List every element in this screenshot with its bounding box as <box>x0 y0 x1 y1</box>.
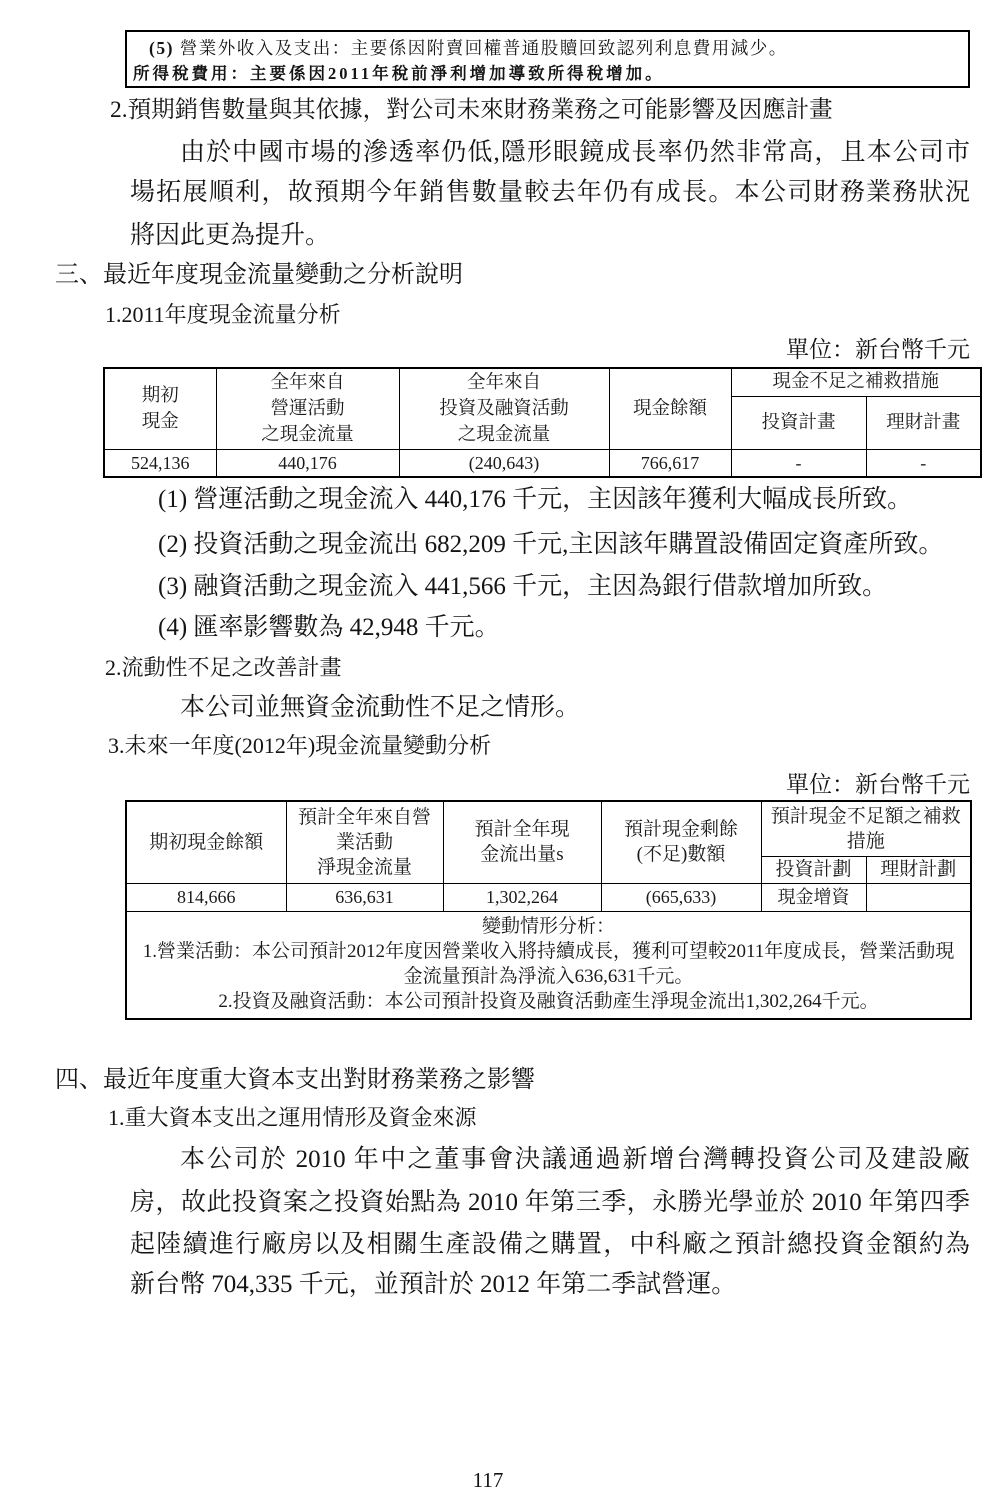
header-remedy-measures: 現金不足之補救措施 <box>731 368 981 396</box>
cell-projected-surplus: (665,633) <box>601 883 761 911</box>
unit-label: 單位：新台幣千元 <box>786 772 970 797</box>
sales-paragraph-line: 將因此更為提升。 <box>130 222 331 249</box>
header-investment-plan: 投資計劃 <box>761 856 866 883</box>
cash-flow-note: (1) 營運活動之現金流入 440,176 千元，主因該年獲利大幅成長所致。 <box>158 486 913 513</box>
change-analysis-line: 1.營業活動：本公司預計2012年度因營業收入將持續成長，獲利可望較2011年度成長，營業活動現 <box>142 940 955 962</box>
cash-flow-2012-forecast-table <box>125 800 972 1020</box>
note-number: (5) <box>149 38 174 58</box>
income-notes-box <box>125 30 970 88</box>
cash-flow-note: (4) 匯率影響數為 42,948 千元。 <box>158 614 500 641</box>
liquidity-text: 本公司並無資金流動性不足之情形。 <box>180 694 581 721</box>
non-operating-note <box>149 35 788 61</box>
cell-cash-balance: 766,617 <box>609 449 731 477</box>
cell-projected-operating-flow: 636,631 <box>286 883 443 911</box>
cash-flow-2011-table <box>103 367 982 478</box>
cell-operating-cash-flow: 440,176 <box>216 449 399 477</box>
liquidity-heading: 2.流動性不足之改善計畫 <box>105 655 342 680</box>
header-investing-financing-cash-flow: 全年來自 投資及融資活動 之現金流量 <box>399 368 609 449</box>
header-financial-plan: 理財計畫 <box>866 396 981 449</box>
unit-label: 單位：新台幣千元 <box>786 337 970 362</box>
sales-forecast-heading: 2.預期銷售數量與其依據，對公司未來財務業務之可能影響及因應計畫 <box>110 97 833 123</box>
capex-paragraph-line: 起陸續進行廠房以及相關生產設備之購置，中科廠之預計總投資金額約為 <box>130 1231 970 1258</box>
page-number: 117 <box>472 1468 504 1492</box>
cell-financial-plan: - <box>866 449 981 477</box>
cell-opening-cash: 524,136 <box>104 449 216 477</box>
capex-sub-heading: 1.重大資本支出之運用情形及資金來源 <box>108 1105 477 1130</box>
cell-projected-outflow: 1,302,264 <box>443 883 601 911</box>
capex-paragraph-line: 本公司於 2010 年中之董事會決議通過新增台灣轉投資公司及建設廠 <box>180 1146 970 1173</box>
header-financial-plan: 理財計劃 <box>866 856 971 883</box>
header-opening-balance: 期初現金餘額 <box>126 801 286 883</box>
header-remedy-measures: 預計現金不足額之補救 措施 <box>761 801 971 856</box>
header-projected-operating-flow: 預計全年來自營 業活動 淨現金流量 <box>286 801 443 883</box>
change-analysis-title: 變動情形分析： <box>482 915 616 937</box>
change-analysis-cell <box>126 911 971 1019</box>
table-row <box>104 449 981 477</box>
cash-flow-note: (2) 投資活動之現金流出 682,209 千元,主因該年購置設備固定資產所致。 <box>158 531 944 558</box>
change-analysis-line: 2.投資及融資活動：本公司預計投資及融資活動產生淨現金流出1,302,264千元。 <box>218 990 879 1012</box>
cash-flow-section-heading: 三、最近年度現金流量變動之分析說明 <box>55 262 463 288</box>
non-operating-note-text: 營業外收入及支出：主要係因附賣回權普通股贖回致認列利息費用減少。 <box>179 38 788 58</box>
header-cash-balance: 現金餘額 <box>609 368 731 449</box>
header-investment-plan: 投資計畫 <box>731 396 866 449</box>
cell-investment-plan: 現金增資 <box>761 883 866 911</box>
sales-paragraph-line: 由於中國市場的滲透率仍低,隱形眼鏡成長率仍然非常高，且本公司市 <box>180 139 970 166</box>
cash-flow-note: (3) 融資活動之現金流入 441,566 千元，主因為銀行借款增加所致。 <box>158 573 888 600</box>
cash-flow-2011-heading: 1.2011年度現金流量分析 <box>105 302 341 327</box>
header-operating-cash-flow: 全年來自 營運活動 之現金流量 <box>216 368 399 449</box>
cell-opening-balance: 814,666 <box>126 883 286 911</box>
income-tax-note: 所得稅費用：主要係因2011年稅前淨利增加導致所得稅增加。 <box>133 64 665 83</box>
change-analysis-line: 金流量預計為淨流入636,631千元。 <box>403 965 694 987</box>
capex-paragraph-line: 新台幣 704,335 千元，並預計於 2012 年第二季試營運。 <box>130 1271 737 1298</box>
capex-paragraph-line: 房，故此投資案之投資始點為 2010 年第三季，永勝光學並於 2010 年第四季 <box>130 1189 970 1216</box>
capex-section-heading: 四、最近年度重大資本支出對財務業務之影響 <box>55 1067 535 1093</box>
forecast-2012-heading: 3.未來一年度(2012年)現金流量變動分析 <box>108 733 492 758</box>
header-opening-cash: 期初 現金 <box>104 368 216 449</box>
cell-investment-plan: - <box>731 449 866 477</box>
table-row <box>126 883 971 911</box>
cell-investing-financing-cash-flow: (240,643) <box>399 449 609 477</box>
header-projected-surplus: 預計現金剩餘 (不足)數額 <box>601 801 761 883</box>
header-projected-outflow: 預計全年現 金流出量s <box>443 801 601 883</box>
cell-financial-plan <box>866 883 971 911</box>
sales-paragraph-line: 場拓展順利，故預期今年銷售數量較去年仍有成長。本公司財務業務狀況 <box>130 179 970 206</box>
